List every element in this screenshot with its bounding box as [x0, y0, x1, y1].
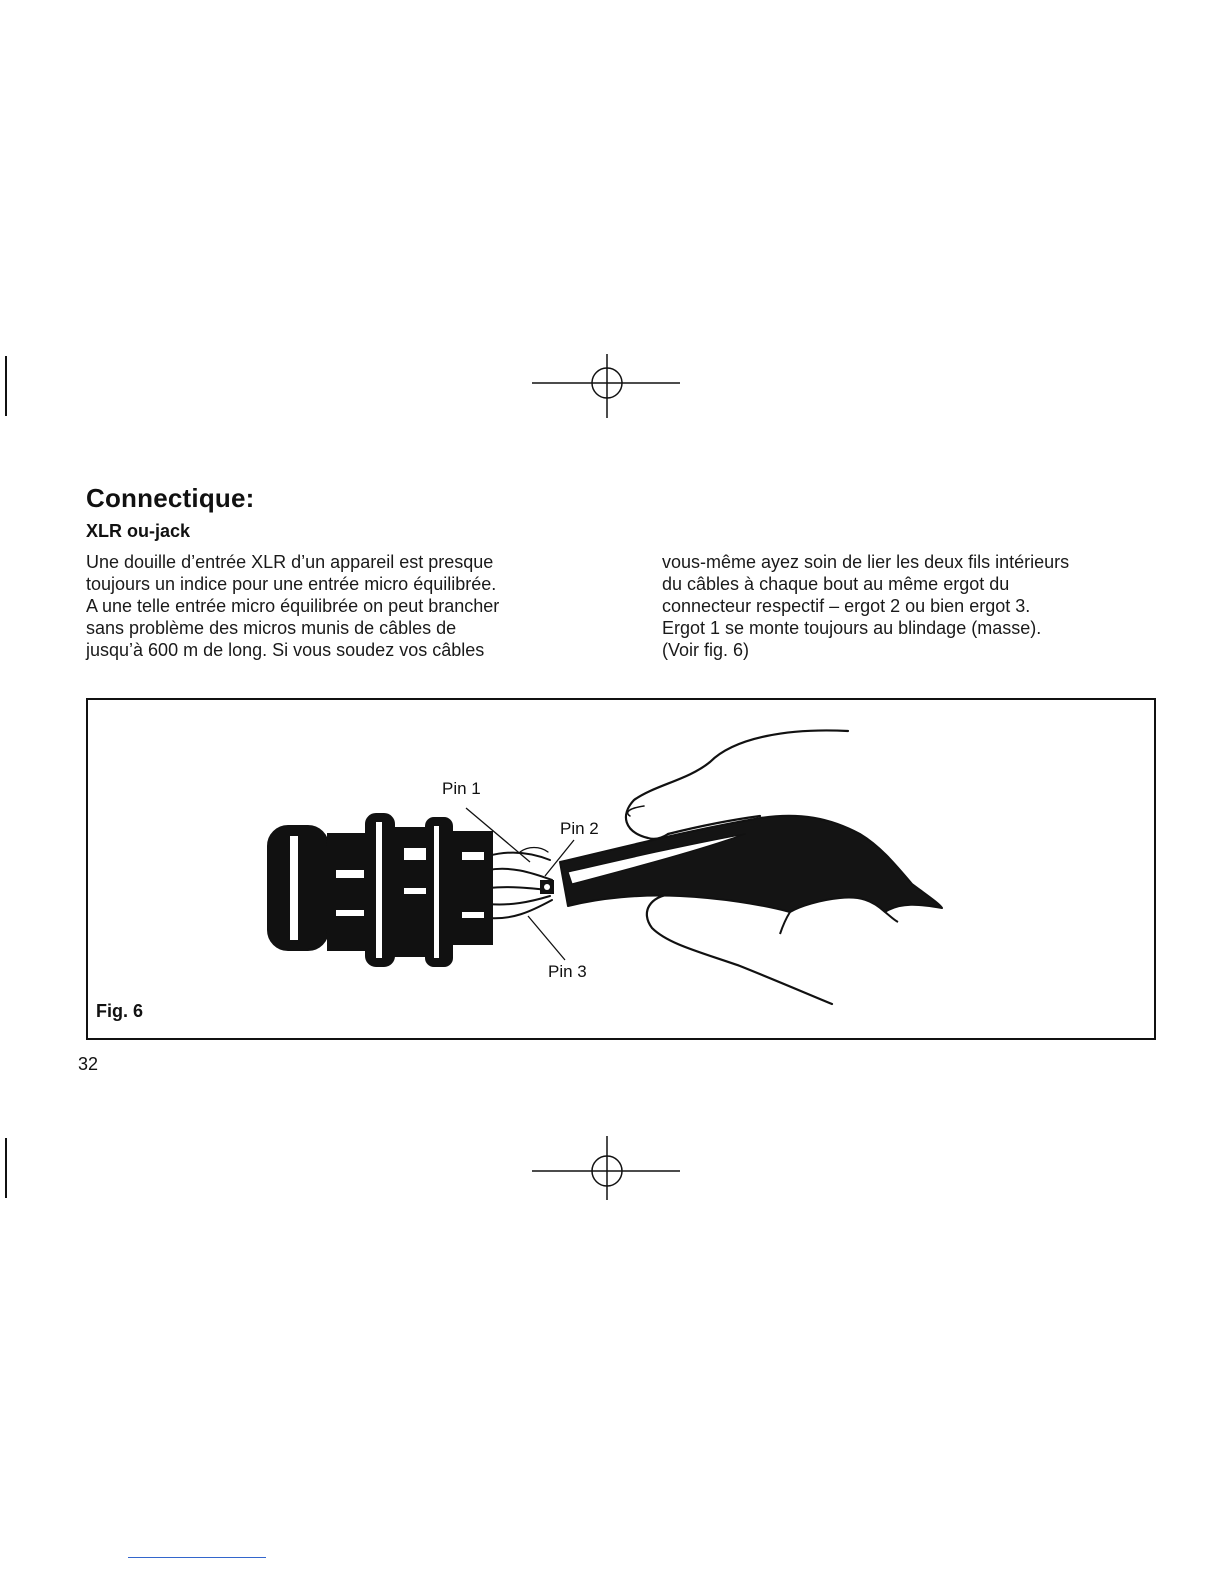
body-line: du câbles à chaque bout au même ergot du — [662, 574, 1010, 594]
body-line: (Voir fig. 6) — [662, 640, 750, 660]
page-title: Connectique: — [86, 483, 255, 513]
cable — [560, 816, 942, 934]
body-line: vous-même ayez soin de lier les deux fils intérieurs — [662, 552, 1070, 572]
page-number: 32 — [78, 1054, 99, 1074]
body-line: A une telle entrée micro équilibrée on peut brancher — [86, 596, 500, 616]
solder-dot — [544, 884, 550, 890]
body-line: connecteur respectif – ergot 2 ou bien ergot 3. — [662, 596, 1031, 616]
body-line: sans problème des micros munis de câbles de — [86, 618, 457, 638]
body-line: jusqu’à 600 m de long. Si vous soudez vos câbles — [86, 640, 485, 660]
body-line: Une douille d’entrée XLR d’un appareil est presque — [86, 552, 494, 572]
pin-3-label: Pin 3 — [548, 962, 587, 981]
pin-2-label: Pin 2 — [560, 819, 599, 838]
figure-caption: Fig. 6 — [96, 1001, 144, 1021]
body-line: Ergot 1 se monte toujours au blindage (masse). — [662, 618, 1042, 638]
pin-1-label: Pin 1 — [442, 779, 481, 798]
connector-body — [268, 814, 492, 966]
section-subtitle: XLR ou-jack — [86, 521, 191, 541]
body-line: toujours un indice pour une entrée micro équilibrée. — [86, 574, 497, 594]
link-underline-decoration — [128, 1557, 266, 1558]
